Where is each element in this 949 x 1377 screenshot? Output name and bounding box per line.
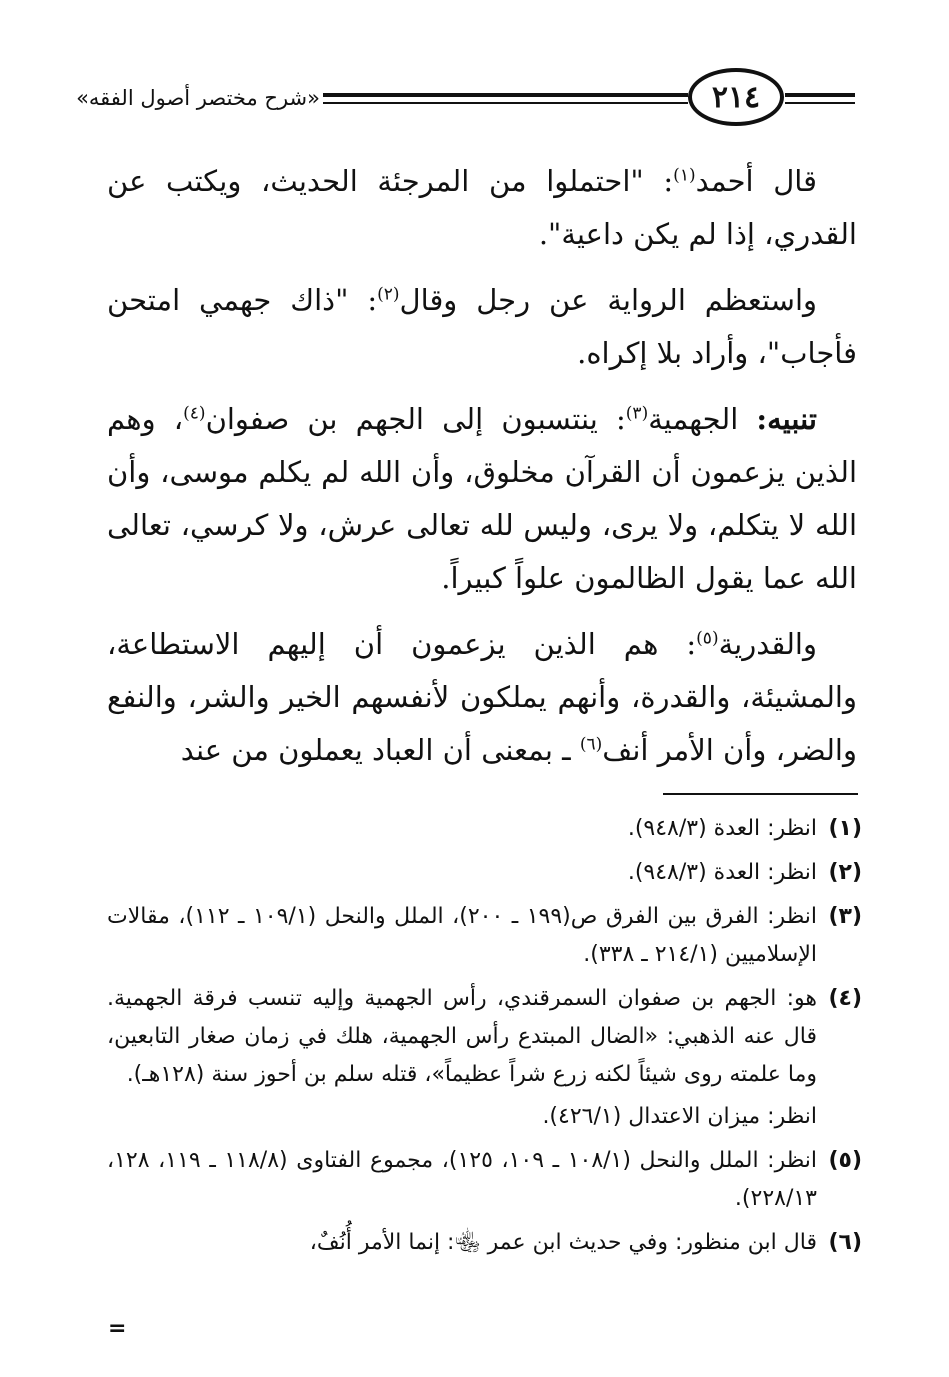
paragraph-4 bbox=[107, 618, 857, 777]
text-run: الجهمية bbox=[648, 402, 757, 436]
footnote-text: انظر: العدة (٩٤٨/٣). bbox=[627, 860, 817, 885]
footnote-divider bbox=[663, 793, 858, 795]
footnote-text: قال ابن منظور: وفي حديث ابن عمر ﵄: إنما الأمر أُنُفٌ، bbox=[309, 1230, 817, 1255]
footnote-number: (٥) bbox=[828, 1148, 862, 1173]
footnote-5 bbox=[107, 1142, 862, 1218]
footnote-number: (٢) bbox=[828, 860, 862, 885]
footnote-6 bbox=[107, 1224, 862, 1262]
text-run: : هم الذين يزعمون أن إليهم الاستطاعة، والمشيئة، والقدرة، وأنهم يملكون لأنفسهم الخير والشر، والنفع والضر، وأن الأمر أنف bbox=[107, 627, 857, 767]
footnote-3 bbox=[107, 898, 862, 974]
footnote-text: انظر: الفرق بين الفرق ص(١٩٩ ـ ٢٠٠)، الملل والنحل (١٠٩/١ ـ ١١٢)، مقالات الإسلاميين (٢١٤/١ ـ ٣٣٨). bbox=[107, 904, 817, 967]
running-title: «شرح مختصر أصول الفقه» bbox=[76, 86, 320, 110]
footnote-ref[interactable]: (٢) bbox=[377, 284, 400, 305]
footnote-2 bbox=[107, 854, 862, 892]
footnote-number: (٤) bbox=[828, 986, 862, 1011]
paragraph-1 bbox=[107, 155, 857, 261]
text-run: قال أحمد bbox=[695, 164, 817, 198]
text-run: : "احتملوا من المرجئة الحديث، ويكتب عن القدري، إذا لم يكن داعية". bbox=[107, 164, 857, 251]
footnote-text: انظر: العدة (٩٤٨/٣). bbox=[627, 816, 817, 841]
text-run: : ينتسبون إلى الجهم بن صفوان bbox=[205, 402, 626, 436]
footnote-number: (٦) bbox=[828, 1230, 862, 1255]
footnote-number: (٣) bbox=[828, 904, 862, 929]
footnote-number: (١) bbox=[828, 816, 862, 841]
text-run: واستعظم الرواية عن رجل وقال bbox=[399, 283, 818, 317]
footnote-ref[interactable]: (١) bbox=[673, 165, 696, 186]
footnote-ref[interactable]: (٥) bbox=[696, 628, 719, 649]
text-run: ، وهم الذين يزعمون أن القرآن مخلوق، وأن الله لم يكلم موسى، وأن الله لا يتكلم، ولا يرى، وليس لله تعالى عرش، ولا كرسي، تعالى الله عما يقول الظالمون علواً كبيراً. bbox=[107, 402, 857, 595]
footnote-text: هو: الجهم بن صفوان السمرقندي، رأس الجهمية وإليه تنسب فرقة الجهمية. قال عنه الذهبي: «الضال المبتدع رأس الجهمية، هلك في زمان صغار التابعين، وما علمته روى شيئاً لكنه زرع شراً عظيماً»، قتله سلم بن أحوز سنة (١٢٨هـ). bbox=[107, 986, 817, 1087]
continuation-mark: = bbox=[108, 1316, 127, 1341]
text-run: : "ذاك جهمي امتحن فأجاب"، وأراد بلا إكراه. bbox=[107, 283, 857, 370]
footnote-1 bbox=[107, 810, 862, 848]
text-run: والقدرية bbox=[718, 627, 817, 661]
footnote-4-source: انظر: ميزان الاعتدال (٤٢٦/١). bbox=[542, 1104, 817, 1129]
page-header bbox=[0, 0, 949, 140]
paragraph-3 bbox=[107, 393, 857, 605]
note-label: تنبيه: bbox=[756, 402, 817, 436]
footnote-text: انظر: الملل والنحل (١٠٨/١ ـ ١٠٩، ١٢٥)، مجموع الفتاوى (١١٨/٨ ـ ١١٩، ١٢٨، ٢٢٨/١٣). bbox=[107, 1148, 817, 1211]
text-run: ـ بمعنى أن العباد يعملون من عند bbox=[180, 733, 580, 767]
footnote-ref[interactable]: (٦) bbox=[579, 734, 603, 755]
paragraph-2 bbox=[107, 274, 857, 380]
page-number: ٢١٤ bbox=[688, 68, 784, 126]
footnotes bbox=[107, 810, 862, 1268]
header-rule-right bbox=[785, 93, 855, 111]
footnote-4 bbox=[107, 980, 862, 1094]
main-text bbox=[107, 155, 857, 790]
footnote-ref[interactable]: (٣) bbox=[625, 403, 649, 424]
footnote-ref[interactable]: (٤) bbox=[183, 403, 206, 424]
